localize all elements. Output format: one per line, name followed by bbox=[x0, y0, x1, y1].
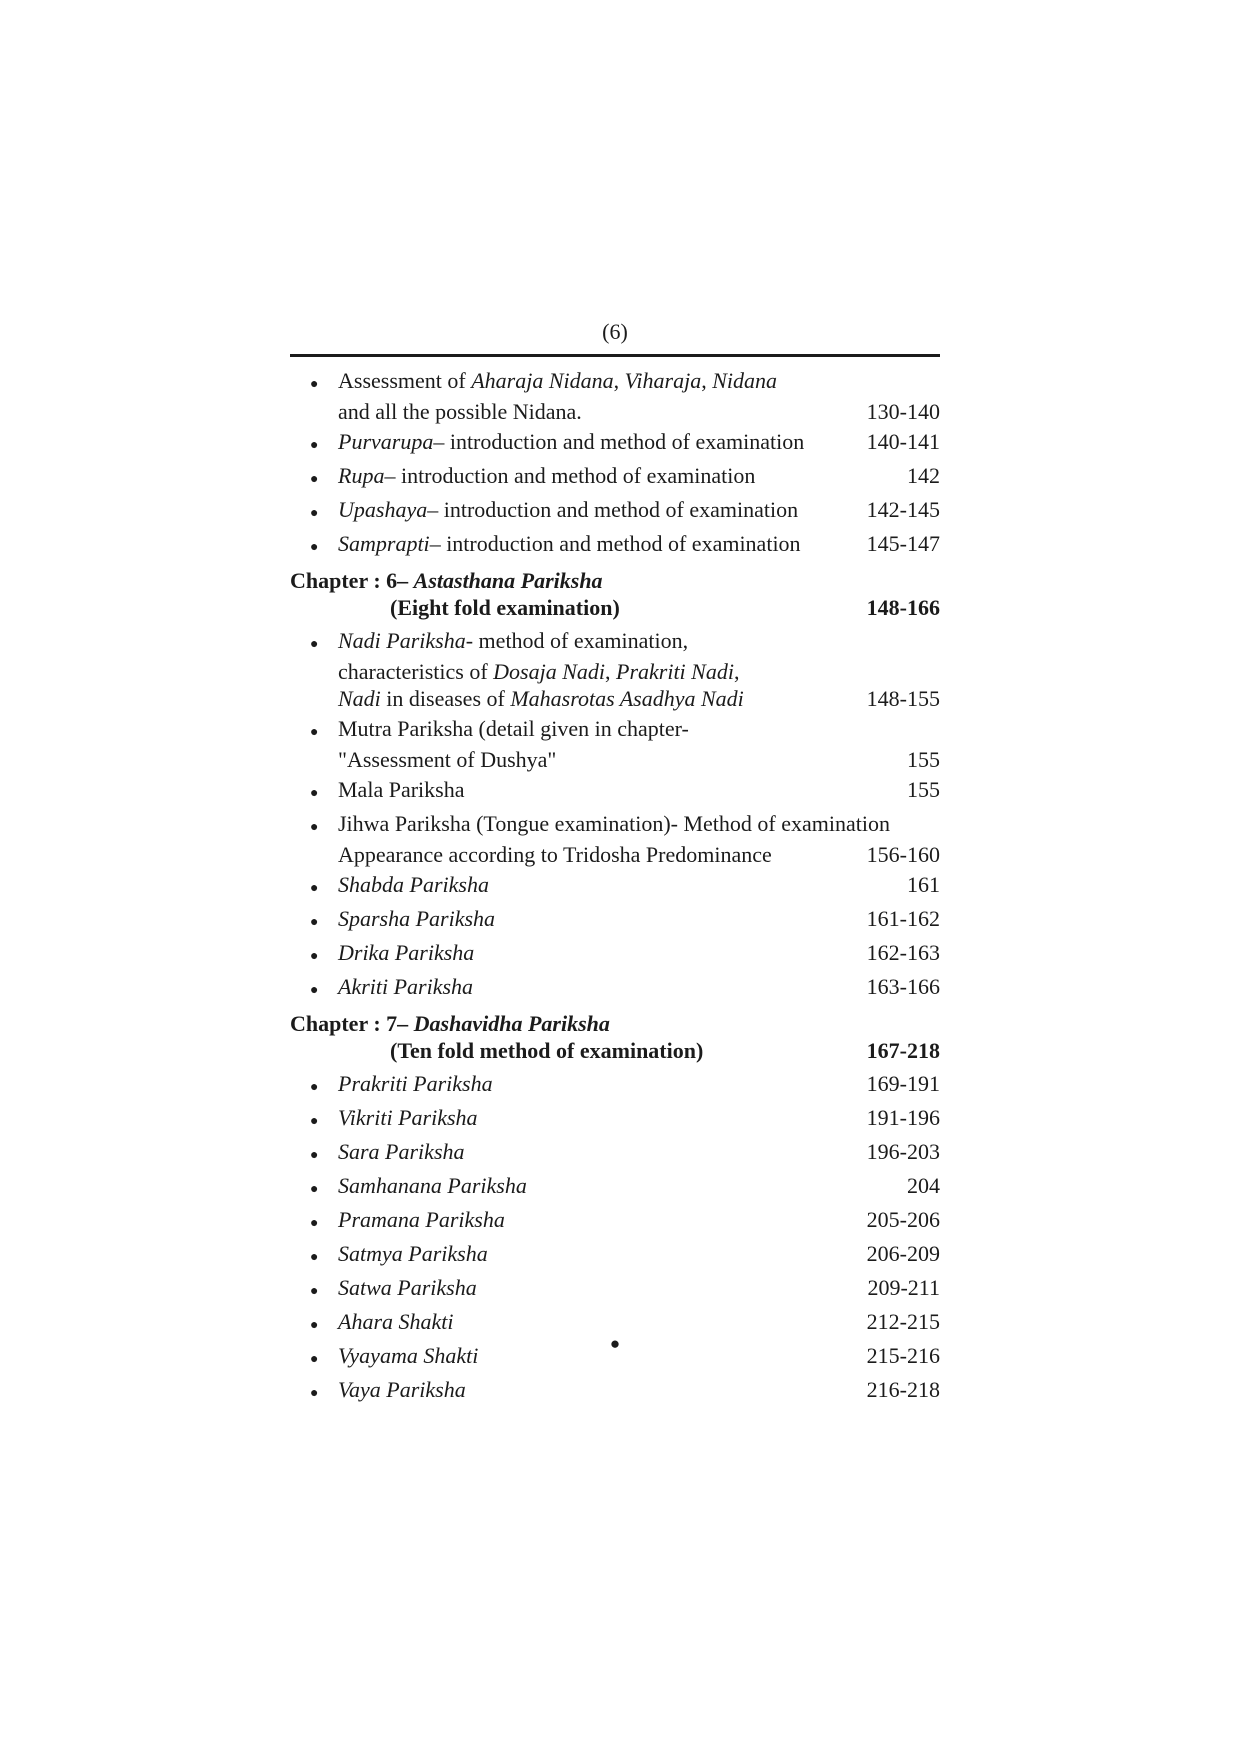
toc-entry-line bbox=[290, 462, 940, 493]
page-range: 156-160 bbox=[866, 842, 940, 867]
chapter-heading-line bbox=[290, 1037, 940, 1064]
entry-text: characteristics of Dosaja Nadi, Prakriti Nadi, bbox=[338, 659, 740, 684]
bullet-icon: ● bbox=[310, 472, 319, 487]
entry-text: Pramana Pariksha bbox=[338, 1207, 505, 1232]
toc-entry-line bbox=[290, 496, 940, 527]
entry-text: Assessment of Aharaja Nidana, Viharaja, Nidana bbox=[338, 368, 778, 393]
chapter-heading-line bbox=[290, 594, 940, 621]
toc-entry-line bbox=[290, 1070, 940, 1101]
entry-text: Mala Pariksha bbox=[338, 777, 465, 802]
toc-entry-line bbox=[290, 1274, 940, 1305]
bullet-icon: ● bbox=[310, 915, 319, 930]
toc-entry-line bbox=[290, 530, 940, 561]
entry-text: Satwa Pariksha bbox=[338, 1275, 477, 1300]
page-range: 142 bbox=[907, 463, 940, 488]
entry-text: Mutra Pariksha (detail given in chapter- bbox=[338, 716, 689, 741]
toc-entry-line bbox=[290, 1104, 940, 1135]
bullet-icon: ● bbox=[310, 1080, 319, 1095]
toc-entry-line bbox=[290, 1172, 940, 1203]
page-range: 142-145 bbox=[866, 497, 940, 522]
bullet-icon: ● bbox=[310, 786, 319, 801]
toc-entry-line bbox=[290, 776, 940, 807]
page-range: 169-191 bbox=[866, 1071, 940, 1096]
entry-text: Chapter : 7– Dashavidha Pariksha bbox=[290, 1011, 610, 1036]
bullet-icon: ● bbox=[310, 725, 319, 740]
page-range: 209-211 bbox=[867, 1275, 940, 1300]
bullet-icon: ● bbox=[310, 983, 319, 998]
bullet-icon: ● bbox=[310, 637, 319, 652]
page-range: 212-215 bbox=[866, 1309, 940, 1334]
entry-text: Akriti Pariksha bbox=[338, 974, 474, 999]
entry-text: Samhanana Pariksha bbox=[338, 1173, 527, 1198]
end-dot-icon: ● bbox=[609, 1334, 621, 1353]
page-range: 161 bbox=[907, 872, 940, 897]
entry-text: Satmya Pariksha bbox=[338, 1241, 488, 1266]
page-range: 163-166 bbox=[866, 974, 940, 999]
section-end-mark bbox=[290, 1334, 940, 1354]
entry-text: Nadi Pariksha- method of examination, bbox=[338, 628, 689, 653]
toc-entry-line bbox=[290, 905, 940, 936]
toc-entry-line bbox=[290, 428, 940, 459]
toc-entry-line bbox=[290, 871, 940, 902]
entry-text: Prakriti Pariksha bbox=[338, 1071, 493, 1096]
page-range: 140-141 bbox=[866, 429, 940, 454]
bullet-icon: ● bbox=[310, 881, 319, 896]
page-range: 205-206 bbox=[866, 1207, 940, 1232]
entry-text: "Assessment of Dushya" bbox=[338, 747, 557, 772]
chapter-heading-line bbox=[290, 1010, 940, 1037]
toc-list bbox=[290, 364, 940, 1407]
entry-text: Chapter : 6– Astasthana Pariksha bbox=[290, 568, 603, 593]
bullet-icon: ● bbox=[310, 438, 319, 453]
entry-text: and all the possible Nidana. bbox=[338, 399, 582, 424]
bullet-icon: ● bbox=[310, 1216, 319, 1231]
toc-entry-line bbox=[290, 1206, 940, 1237]
bullet-icon: ● bbox=[310, 1114, 319, 1129]
bullet-icon: ● bbox=[310, 1386, 319, 1401]
bullet-icon: ● bbox=[310, 1284, 319, 1299]
bullet-icon: ● bbox=[310, 949, 319, 964]
bullet-icon: ● bbox=[310, 377, 319, 392]
toc-entry-line bbox=[290, 715, 940, 746]
header-rule bbox=[290, 354, 940, 357]
page-range: 191-196 bbox=[866, 1105, 940, 1130]
page-range: 167-218 bbox=[866, 1038, 940, 1063]
toc-entry-line bbox=[290, 1138, 940, 1169]
toc-entry-line bbox=[290, 841, 940, 868]
bullet-icon: ● bbox=[310, 820, 319, 835]
toc-entry-line bbox=[290, 658, 940, 685]
page-range: 148-166 bbox=[866, 595, 940, 620]
entry-text: Sparsha Pariksha bbox=[338, 906, 496, 931]
toc-entry-line bbox=[290, 810, 940, 841]
page-range: 155 bbox=[907, 747, 940, 772]
entry-text: Nadi in diseases of Mahasrotas Asadhya Nadi bbox=[338, 686, 744, 711]
page-range: 148-155 bbox=[866, 686, 940, 711]
page-range: 216-218 bbox=[866, 1377, 940, 1402]
bullet-icon: ● bbox=[310, 540, 319, 555]
entry-text: Drika Pariksha bbox=[338, 940, 475, 965]
entry-text: (Eight fold examination) bbox=[390, 595, 620, 620]
bullet-icon: ● bbox=[310, 1250, 319, 1265]
bullet-icon: ● bbox=[310, 506, 319, 521]
page-range: 215-216 bbox=[866, 1343, 940, 1368]
chapter-heading-line bbox=[290, 567, 940, 594]
toc-entry-line bbox=[290, 1240, 940, 1271]
page-range: 145-147 bbox=[866, 531, 940, 556]
toc-entry-line bbox=[290, 939, 940, 970]
toc-entry-line bbox=[290, 398, 940, 425]
bullet-icon: ● bbox=[310, 1148, 319, 1163]
page-range: 155 bbox=[907, 777, 940, 802]
page-range: 206-209 bbox=[866, 1241, 940, 1266]
page-range: 130-140 bbox=[866, 399, 940, 424]
entry-text: Vikriti Pariksha bbox=[338, 1105, 478, 1130]
entry-text: Jihwa Pariksha (Tongue examination)- Method of examination bbox=[338, 811, 890, 836]
bullet-icon: ● bbox=[310, 1318, 319, 1333]
entry-text: (Ten fold method of examination) bbox=[390, 1038, 704, 1063]
entry-text: Rupa– introduction and method of examination bbox=[338, 463, 756, 488]
page-number: (6) bbox=[602, 319, 628, 344]
entry-text: Samprapti– introduction and method of examination bbox=[338, 531, 801, 556]
entry-text: Sara Pariksha bbox=[338, 1139, 465, 1164]
toc-entry-line bbox=[290, 746, 940, 773]
page-range: 162-163 bbox=[866, 940, 940, 965]
toc-entry-line bbox=[290, 367, 940, 398]
entry-text: Appearance according to Tridosha Predominance bbox=[338, 842, 772, 867]
entry-text: Upashaya– introduction and method of examination bbox=[338, 497, 799, 522]
entry-text: Vaya Pariksha bbox=[338, 1377, 466, 1402]
toc-entry-line bbox=[290, 973, 940, 1004]
bullet-icon: ● bbox=[310, 1352, 319, 1367]
page-range: 161-162 bbox=[866, 906, 940, 931]
page-range: 204 bbox=[907, 1173, 940, 1198]
bullet-icon: ● bbox=[310, 1182, 319, 1197]
entry-text: Shabda Pariksha bbox=[338, 872, 489, 897]
page-range: 196-203 bbox=[866, 1139, 940, 1164]
toc-entry-line bbox=[290, 1376, 940, 1407]
entry-text: Purvarupa– introduction and method of examination bbox=[338, 429, 805, 454]
entry-text: Vyayama Shakti bbox=[338, 1343, 479, 1368]
entry-text: Ahara Shakti bbox=[338, 1309, 454, 1334]
toc-entry-line bbox=[290, 627, 940, 658]
toc-entry-line bbox=[290, 685, 940, 712]
